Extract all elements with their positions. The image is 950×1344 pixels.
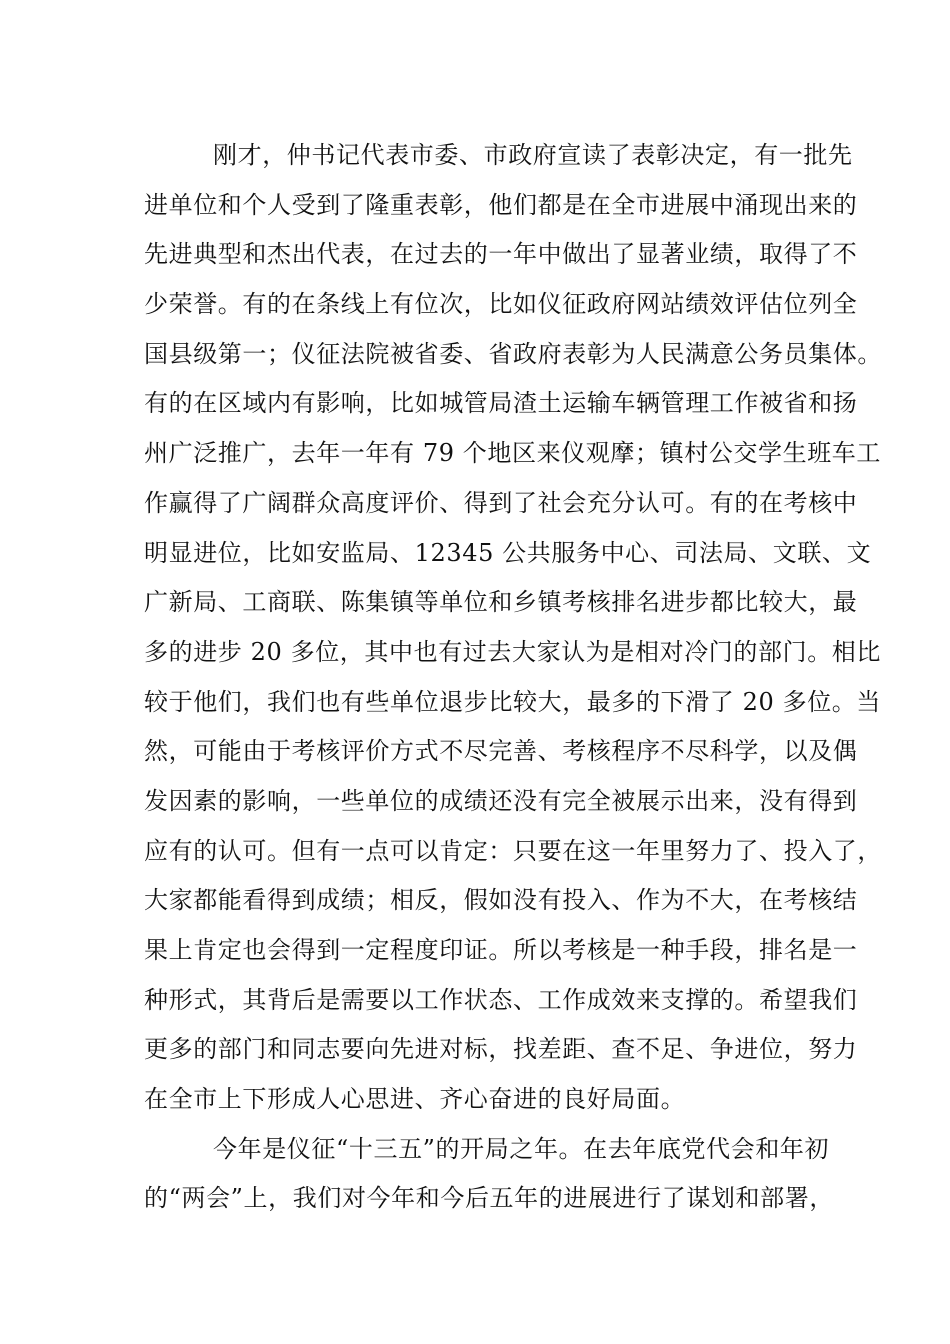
text-line: 更多的部门和同志要向先进对标，找差距、查不足、争进位，努力 <box>144 1035 858 1064</box>
text-line: 作赢得了广阔群众高度评价、得到了社会充分认可。有的在考核中 <box>144 488 858 517</box>
text-line: 今年是仪征“十三五”的开局之年。在去年底党代会和年初 <box>213 1134 830 1163</box>
text-line: 多的进步 20 多位，其中也有过去大家认为是相对冷门的部门。相比 <box>144 637 881 666</box>
text-line: 先进典型和杰出代表，在过去的一年中做出了显著业绩，取得了不 <box>144 240 858 269</box>
text-line: 广新局、工商联、陈集镇等单位和乡镇考核排名进步都比较大，最 <box>144 588 858 617</box>
document-body <box>144 131 882 1224</box>
text-line: 然，可能由于考核评价方式不尽完善、考核程序不尽科学，以及偶 <box>144 737 858 766</box>
text-line: 较于他们，我们也有些单位退步比较大，最多的下滑了 20 多位。当 <box>144 687 881 716</box>
text-line: 国县级第一；仪征法院被省委、省政府表彰为人民满意公务员集体。 <box>144 339 882 368</box>
text-line: 少荣誉。有的在条线上有位次，比如仪征政府网站绩效评估位列全 <box>144 290 858 319</box>
text-line: 有的在区域内有影响，比如城管局渣土运输车辆管理工作被省和扬 <box>144 389 858 418</box>
text-line: 州广泛推广，去年一年有 79 个地区来仪观摩；镇村公交学生班车工 <box>144 439 881 468</box>
paragraph-1 <box>144 131 882 1125</box>
text-line: 大家都能看得到成绩；相反，假如没有投入、作为不大，在考核结 <box>144 886 858 915</box>
text-line: 发因素的影响，一些单位的成绩还没有完全被展示出来，没有得到 <box>144 786 858 815</box>
text-line: 种形式，其背后是需要以工作状态、工作成效来支撑的。希望我们 <box>144 985 858 1014</box>
text-line: 在全市上下形成人心思进、齐心奋进的良好局面。 <box>144 1085 686 1114</box>
text-line: 明显进位，比如安监局、12345 公共服务中心、司法局、文联、文 <box>144 538 872 567</box>
text-line: 应有的认可。但有一点可以肯定：只要在这一年里努力了、投入了， <box>144 836 882 865</box>
text-line: 果上肯定也会得到一定程度印证。所以考核是一种手段，排名是一 <box>144 936 858 964</box>
text-line: 的“两会”上，我们对今年和今后五年的进展进行了谋划和部署， <box>144 1184 834 1213</box>
text-line: 进单位和个人受到了隆重表彰，他们都是在全市进展中涌现出来的 <box>144 190 858 219</box>
paragraph-2 <box>144 1125 834 1224</box>
text-line: 刚才，仲书记代表市委、市政府宣读了表彰决定，有一批先 <box>213 141 853 169</box>
